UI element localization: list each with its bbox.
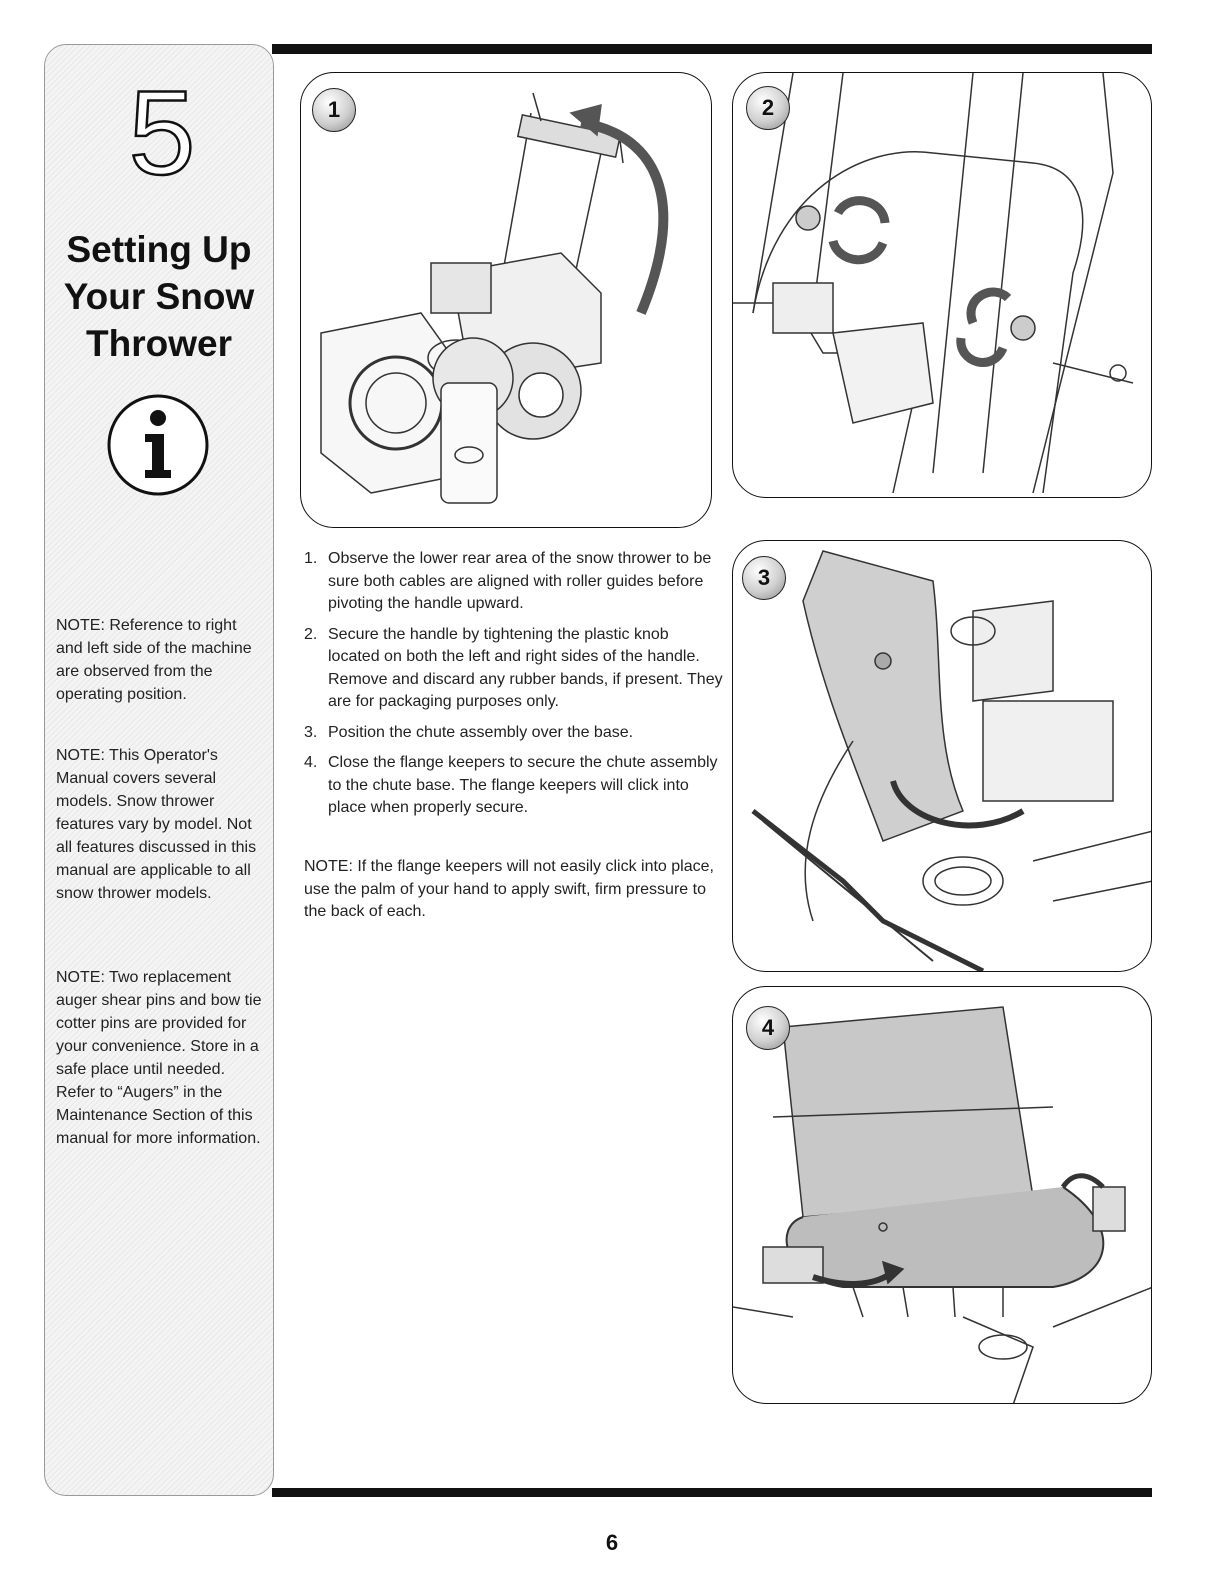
step-3-text: Position the chute assembly over the base. [328,723,634,741]
step-2 [304,624,724,714]
step-2-number: 2. [304,625,318,643]
section-title-line-2: Your Snow [63,276,255,317]
figure-4-panel [732,986,1152,1404]
setup-steps-list [304,548,724,828]
section-number [112,74,212,194]
figure-1-badge: 1 [312,88,356,132]
snow-thrower-handle-pivot-illustration [301,73,712,528]
bottom-rule [272,1488,1152,1497]
step-1 [304,548,724,616]
step-1-text: Observe the lower rear area of the snow thrower to be sure both cables are aligned with roller guides before pivoting the handle upward. [328,550,712,612]
figure-2-badge: 2 [746,86,790,130]
figure-4-badge: 4 [746,1006,790,1050]
section-number-text: 5 [128,74,196,194]
step-4 [304,752,724,820]
figure-2-panel [732,72,1152,498]
chute-assembly-position-illustration [733,541,1152,972]
step-3-number: 3. [304,723,318,741]
step-1-number: 1. [304,550,318,567]
section-title-line-1: Setting Up [66,229,252,270]
side-note-2: NOTE: This Operator's Manual covers several models. Snow thrower features vary by model. Not all features discussed in this manual are applicable to all snow thrower models. [56,747,257,902]
figure-3-panel [732,540,1152,972]
section-title-line-3: Thrower [86,323,232,364]
flange-keeper-note: NOTE: If the flange keepers will not easily click into place, use the palm of your hand to apply swift, firm pressure to the back of each. [304,858,714,920]
figure-1-panel [300,72,712,528]
step-3 [304,722,724,745]
flange-keeper-close-illustration [733,987,1152,1404]
page-number: 6 [605,1530,619,1555]
section-title [44,226,274,367]
step-2-text: Secure the handle by tightening the plastic knob located on both the left and right sides of the handle. Remove and discard any rubber bands, if present. They are for packaging purposes only. [328,625,723,710]
side-note-3: NOTE: Two replacement auger shear pins and bow tie cotter pins are provided for your convenience. Store in a safe place until needed. Refer to “Augers” in the Maintenance Section of this manual for more information. [56,969,262,1147]
info-icon [105,392,211,498]
side-note-1: NOTE: Reference to right and left side of the machine are observed from the operating position. [56,617,252,703]
figure-3-badge: 3 [742,556,786,600]
step-4-number: 4. [304,754,318,771]
step-4-text: Close the flange keepers to secure the chute assembly to the chute base. The flange keepers will click into place when properly secure. [328,754,718,816]
handle-knob-tighten-illustration [733,73,1152,498]
top-rule [272,44,1152,54]
